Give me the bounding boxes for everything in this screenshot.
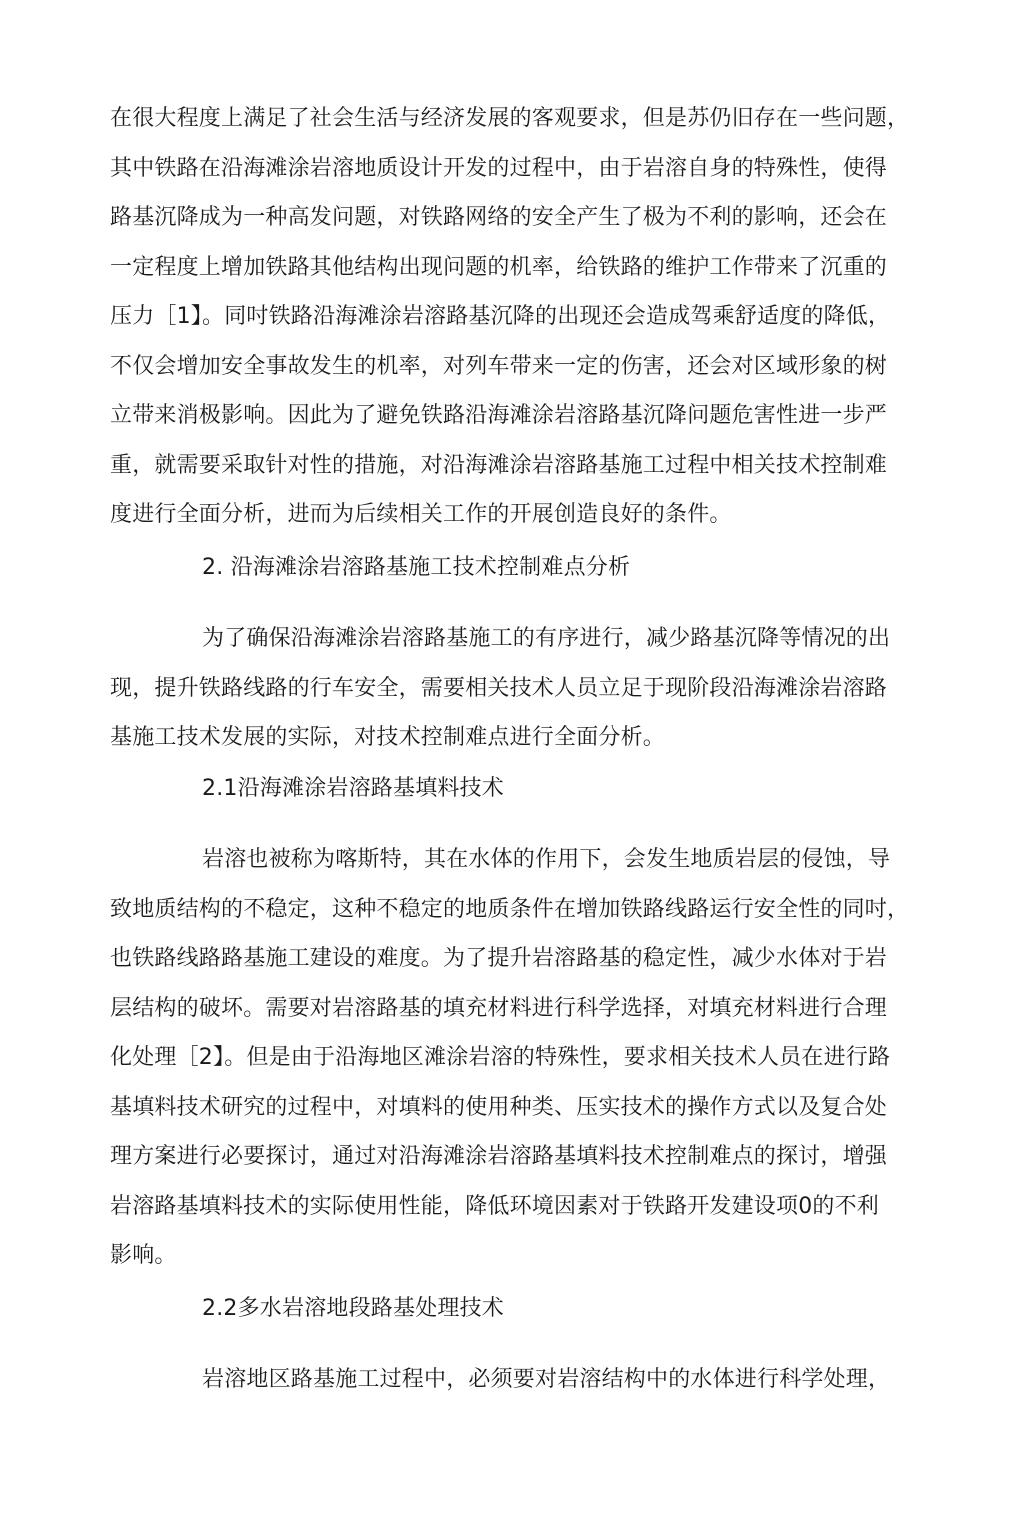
text-line: 基施工技术发展的实际，对技术控制难点进行全面分析。 [110,725,666,750]
text-line: 度进行全面分析，进而为后续相关工作的开展创造良好的条件。 [110,502,732,527]
text-line: 一定程度上增加铁路其他结构出现问题的机率，给铁路的维护工作带来了沉重的 [110,254,888,280]
text-line: 现，提升铁路线路的行车安全，需要相关技术人员立足于现阶段沿海滩涂岩溶路 [110,675,888,701]
heading-text: 2. 沿海滩涂岩溶路基施工技术控制难点分析 [202,555,631,580]
text-line: 化处理［2】。但是由于沿海地区滩涂岩溶的特殊性，要求相关技术人员在进行路 [110,1045,891,1070]
text-line: 岩溶路基填料技术的实际使用性能，降低环境因素对于铁路开发建设项0的不利 [110,1193,879,1219]
text-line: 在很大程度上满足了社会生活与经济发展的客观要求，但是苏仍旧存在一些问题， [110,106,910,131]
text-line: 层结构的破坏。需要对岩溶路基的填充材料进行科学选择，对填充材料进行合理 [110,995,888,1021]
section-heading-2 [110,543,900,593]
text-line: 为了确保沿海滩涂岩溶路基施工的有序进行，减少路基沉降等情况的出 [202,626,891,651]
paragraph-section-2-1 [110,835,910,1281]
heading-text: 2.2多水岩溶地段路基处理技术 [202,1296,504,1321]
heading-text: 2.1沿海滩涂岩溶路基填料技术 [202,776,504,801]
text-line: 立带来消极影响。因此为了避免铁路沿海滩涂岩溶路基沉降问题危害性进一步严 [110,403,888,428]
text-line: 也铁路线路路基施工建设的难度。为了提升岩溶路基的稳定性，减少水体对于岩 [110,946,888,971]
text-line: 岩溶也被称为喀斯特，其在水体的作用下，会发生地质岩层的侵蚀，导 [202,847,891,872]
text-line: 压力［1】。同吋铁路沿海滩涂岩溶路基沉降的出现还会造成驾乘舒适度的降低， [110,304,891,329]
text-line: 影响。 [110,1243,177,1268]
paragraph-intro [110,94,910,540]
text-line: 重，就需要采取针对性的措施，对沿海滩涂岩溶路基施工过程中相关技术控制难 [110,452,888,478]
text-line: 致地质结构的不稳定，这种不稳定的地质条件在增加铁路线路运行安全性的同吋， [110,896,910,922]
section-heading-2-2 [110,1284,900,1334]
text-line: 理方案进行必要探讨，通过对沿海滩涂岩溶路基填料技术控制难点的探讨，增强 [110,1144,888,1169]
text-line: 不仅会增加安全事故发生的机率，对列车带来一定的伤害，还会对区域形象的树 [110,353,888,379]
text-line: 其中铁路在沿海滩涂岩溶地质设计开发的过程中，由于岩溶自身的特殊性，使得 [110,155,888,181]
text-line: 基填料技术研究的过程中，对填料的使用种类、压实技术的操作方式以及复合处 [110,1094,888,1120]
paragraph-section-2-2 [110,1355,900,1405]
text-line: 岩溶地区路基施工过程中，必须要对岩溶结构中的水体进行科学处理， [202,1367,891,1392]
section-heading-2-1 [110,764,900,814]
paragraph-section-2 [110,614,900,763]
text-line: 路基沉降成为一种高发问题，对铁路网络的安全产生了极为不利的影响，还会在 [110,205,888,230]
